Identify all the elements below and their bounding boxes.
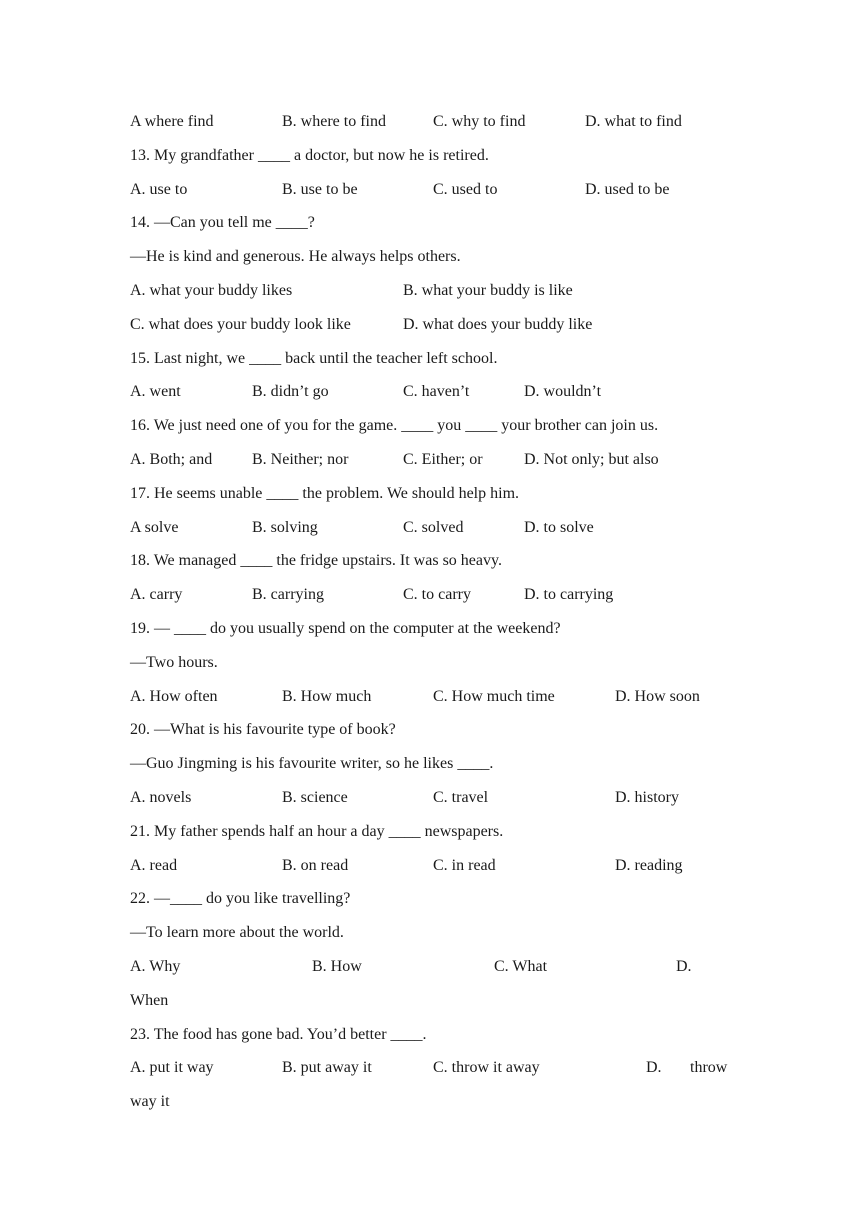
option-text: B. didn’t go <box>252 383 329 401</box>
question-text: —To learn more about the world. <box>130 924 344 942</box>
text-line <box>0 281 860 301</box>
option-text: B. Neither; nor <box>252 451 349 468</box>
option-text: D. reading <box>615 856 683 874</box>
question-text: —He is kind and generous. He always helps others. <box>130 248 461 266</box>
question-text: 21. My father spends half an hour a day ____ newspapers. <box>130 822 504 840</box>
text-line <box>0 1058 860 1078</box>
option-text: C. in read <box>433 856 496 874</box>
question-text: 13. My grandfather ____ a doctor, but now he is retired. <box>130 146 489 164</box>
option-text: C. How much time <box>433 687 555 705</box>
option-text: B. where to find <box>282 113 386 130</box>
text-line <box>0 653 860 673</box>
option-text: C. used to <box>433 180 498 198</box>
option-text: B. use to be <box>282 180 358 198</box>
question-text: 17. He seems unable ____ the problem. We should help him. <box>130 484 520 502</box>
option-text: A. use to <box>130 180 188 198</box>
option-text: B. put away it <box>282 1059 372 1077</box>
text-line <box>0 619 860 639</box>
option-text: D. <box>676 958 692 975</box>
question-text: 18. We managed ____ the fridge upstairs. It was so heavy. <box>130 552 502 570</box>
option-text: C. What <box>494 958 548 975</box>
option-text: A. Both; and <box>130 451 213 468</box>
option-text: B. what your buddy is like <box>403 282 573 299</box>
option-text: A. How often <box>130 687 218 705</box>
option-text: throw <box>690 1059 728 1077</box>
text-line <box>0 315 860 335</box>
option-text: D. used to be <box>585 180 670 198</box>
option-text: D. to carrying <box>524 586 614 604</box>
text-line <box>0 484 860 504</box>
question-text: way it <box>130 1093 170 1111</box>
option-text: B. carrying <box>252 586 324 604</box>
option-text: D. How soon <box>615 687 700 705</box>
question-text: 22. —____ do you like travelling? <box>130 890 351 908</box>
option-text: C. to carry <box>403 586 471 604</box>
text-line <box>0 923 860 943</box>
text-line <box>0 788 860 808</box>
option-text: A. put it way <box>130 1059 214 1077</box>
option-text: A solve <box>130 518 179 536</box>
text-line <box>0 349 860 369</box>
text-line <box>0 416 860 436</box>
question-text: 14. —Can you tell me ____? <box>130 214 315 232</box>
text-line <box>0 889 860 909</box>
option-text: A. what your buddy likes <box>130 282 293 299</box>
option-text: D. what does your buddy like <box>403 315 593 333</box>
question-text: —Guo Jingming is his favourite writer, so he likes ____. <box>130 755 494 773</box>
option-text: A. read <box>130 856 178 874</box>
option-text: C. haven’t <box>403 383 470 401</box>
option-text: C. what does your buddy look like <box>130 315 351 333</box>
text-line <box>0 146 860 166</box>
text-line <box>0 112 860 132</box>
question-text: 16. We just need one of you for the game. ____ you ____ your brother can join us. <box>130 417 659 435</box>
option-text: D. what to find <box>585 113 682 130</box>
question-text: 15. Last night, we ____ back until the teacher left school. <box>130 349 498 367</box>
text-line <box>0 450 860 470</box>
option-text: C. Either; or <box>403 451 483 468</box>
option-text: D. history <box>615 789 679 806</box>
option-text: B. How <box>312 958 362 975</box>
text-line <box>0 518 860 538</box>
option-text: C. throw it away <box>433 1059 540 1077</box>
option-text: A. Why <box>130 958 181 975</box>
text-line <box>0 180 860 200</box>
text-line <box>0 822 860 842</box>
text-line <box>0 213 860 233</box>
option-text: A. carry <box>130 586 183 604</box>
text-line <box>0 991 860 1011</box>
text-line <box>0 856 860 876</box>
option-text: C. solved <box>403 518 464 536</box>
option-text: D. wouldn’t <box>524 383 602 401</box>
option-text: A. went <box>130 383 181 401</box>
question-text: —Two hours. <box>130 653 218 671</box>
question-text: 23. The food has gone bad. You’d better ____. <box>130 1025 427 1043</box>
text-line <box>0 720 860 740</box>
option-text: B. How much <box>282 687 372 705</box>
text-line <box>0 957 860 977</box>
option-text: B. on read <box>282 856 349 874</box>
text-line <box>0 247 860 267</box>
option-text: A where find <box>130 113 214 130</box>
text-line <box>0 1025 860 1045</box>
option-text: D. to solve <box>524 518 594 536</box>
text-line <box>0 754 860 774</box>
option-text: D. <box>646 1059 662 1077</box>
text-line <box>0 687 860 707</box>
question-text: 20. —What is his favourite type of book? <box>130 721 396 739</box>
text-line <box>0 382 860 402</box>
text-line <box>0 1092 860 1112</box>
option-text: C. travel <box>433 789 489 806</box>
option-text: B. solving <box>252 518 318 536</box>
text-line <box>0 585 860 605</box>
option-text: D. Not only; but also <box>524 451 659 468</box>
question-text: 19. — ____ do you usually spend on the computer at the weekend? <box>130 620 561 637</box>
option-text: B. science <box>282 789 348 806</box>
question-text: When <box>130 991 169 1009</box>
text-line <box>0 551 860 571</box>
option-text: A. novels <box>130 789 192 806</box>
option-text: C. why to find <box>433 113 526 130</box>
